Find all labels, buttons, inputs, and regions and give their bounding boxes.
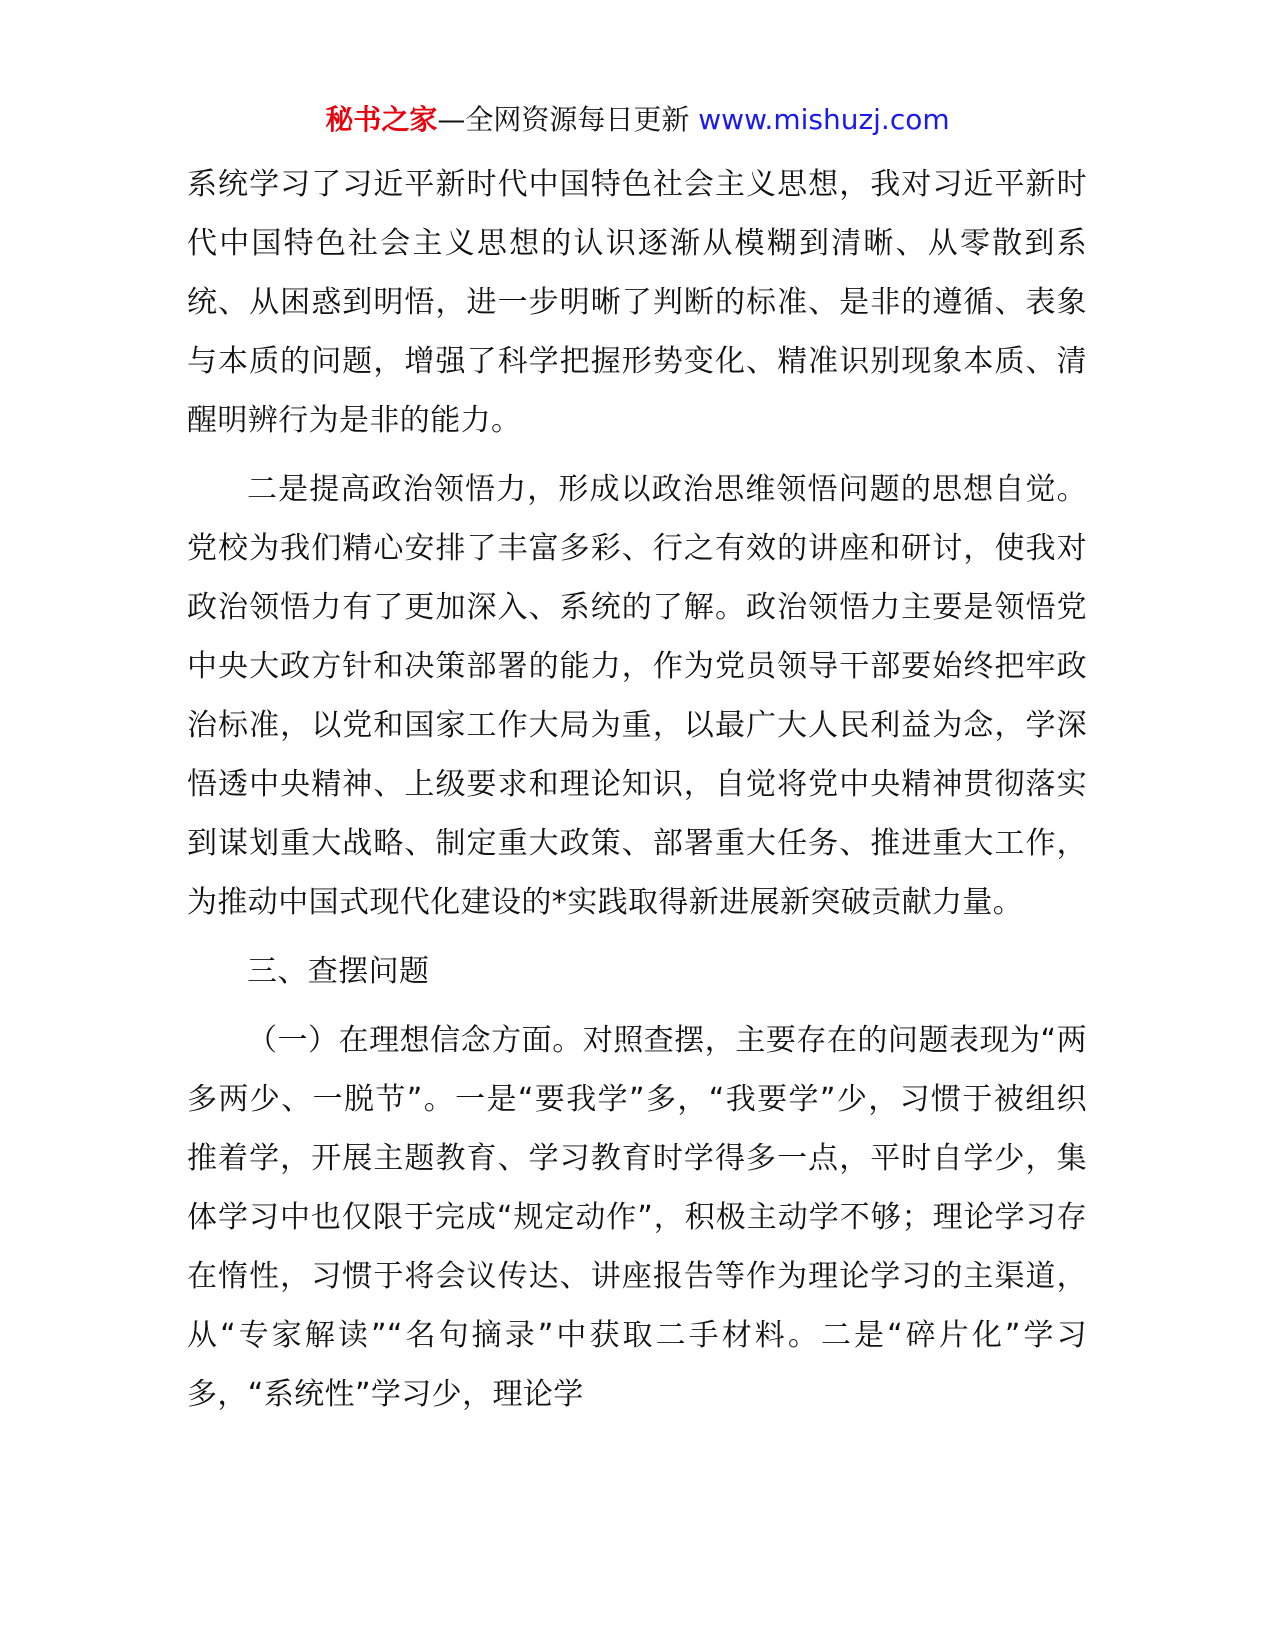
website-link[interactable]: www.mishuzj.com: [698, 103, 950, 136]
header-tagline: —全网资源每日更新: [437, 103, 699, 136]
paragraph-continuation: 系统学习了习近平新时代中国特色社会主义思想，我对习近平新时代中国特色社会主义思想的认识逐渐从模糊到清晰、从零散到系统、从困惑到明悟，进一步明晰了判断的标准、是非的遵循、表象与本质的问题，增强了科学把握形势变化、精准识别现象本质、清醒明辨行为是非的能力。: [187, 167, 1087, 438]
paragraph-political-insight: 二是提高政治领悟力，形成以政治思维领悟问题的思想自觉。党校为我们精心安排了丰富多彩、行之有效的讲座和研讨，使我对政治领悟力有了更加深入、系统的了解。政治领悟力主要是领悟党中央大政方针和决策部署的能力，作为党员领导干部要始终把牢政治标准，以党和国家工作大局为重，以最广大人民利益为念，学深悟透中央精神、上级要求和理论知识，自觉将党中央精神贯彻落实到谋划重大战略、制定重大政策、部署重大任务、推进重大工作，为推动中国式现代化建设的*实践取得新进展新突破贡献力量。: [187, 472, 1087, 920]
section-heading-problems: 三、查摆问题: [247, 954, 430, 989]
paragraph-ideals-beliefs: （一）在理想信念方面。对照查摆，主要存在的问题表现为“两多两少、一脱节”。一是“要我学”多，“我要学”少，习惯于被组织推着学，开展主题教育、学习教育时学得多一点，平时自学少，集体学习中也仅限于完成“规定动作”，积极主动学不够；理论学习存在惰性，习惯于将会议传达、讲座报告等作为理论学习的主渠道，从“专家解读”“名句摘录”中获取二手材料。二是“碎片化”学习多，“系统性”学习少，理论学: [187, 1023, 1087, 1412]
page-header: [0, 100, 1275, 140]
document-body: [187, 155, 1087, 1424]
brand-name: 秘书之家: [325, 103, 438, 136]
